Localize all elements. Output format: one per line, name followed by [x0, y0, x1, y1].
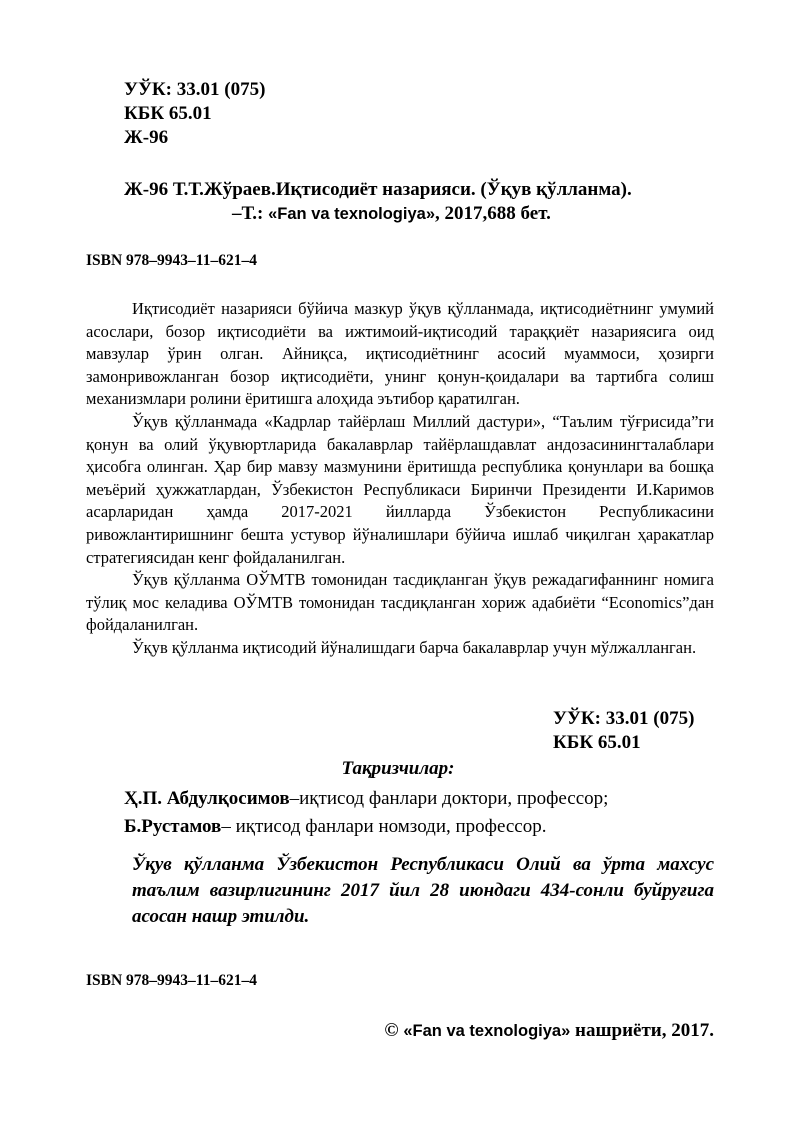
title-place: –Т.: — [232, 203, 269, 224]
reviewer-name: Б.Рустамов — [124, 816, 222, 837]
reviewer-item — [124, 785, 608, 813]
kbk-code: КБК 65.01 — [124, 103, 212, 124]
udk-code-2: УЎК: 33.01 (075) — [553, 708, 695, 729]
catalog-header — [124, 78, 265, 150]
annotation-paragraph: Ўқув қўлланма ОЎМТВ томонидан тасдиқланган ўқув режадагифаннинг номига тўлиқ мос келадива ОЎМТВ томонидан тасдиқланган хориж адабиёти “Economics”дан фойдаланилган. — [86, 570, 714, 635]
title-publisher: «Fan va texnologiya» — [268, 205, 436, 223]
annotation-paragraph: Ўқув қўлланма иқтисодий йўналишдаги барча бакалаврлар учун мўлжалланган. — [132, 637, 697, 657]
bibliographic-title — [124, 178, 724, 226]
reviewers-list — [124, 785, 608, 841]
reviewer-desc: – иқтисод фанлари номзоди, профессор. — [221, 816, 547, 837]
annotation-paragraph: Иқтисодиёт назарияси бўйича мазкур ўқув қўлланмада, иқтисодиётнинг умумий асослари, бозор иқтисодиёти ва ижтимоий-иқтисодий тараққиёт назариясига оид мавзулар ўрин олган. Айниқса, иқтисодиётнинг асосий муаммоси, ҳозирги замонривожланган бозор иқтисодиёти, унинг қонун-қоидалари ва тартибга солиш механизмлари ролини ёритишга алоҳида эътибор қаратилган. — [86, 299, 714, 409]
title-year-pages: , 2017,688 бет. — [435, 203, 551, 224]
approval-text: Ўқув қўлланма Ўзбекистон Республикаси Олий ва ўрта махсус таълим вазирлигининг 2017 йил 28 июндаги 434-сонли буйруғига асосан нашр этилди. — [132, 854, 714, 927]
author-code: Ж-96 — [124, 127, 169, 148]
copyright-publisher: «Fan va texnologiya» — [403, 1022, 571, 1040]
annotation-paragraph: Ўқув қўлланмада «Кадрлар тайёрлаш Миллий дастури», “Таълим тўғрисида”ги қонун ва олий ўқувюртларида бакалаврлар тайёрлашдавлат андозасинингталаблари ҳисобга олинган. Ҳар бир мавзу мазмунини ёритишда республика қонунлари ва бошқа меъёрий ҳужжатлардан, Ўзбекистон Республикаси Биринчи Президенти И.Каримов асарларидан ҳамда 2017-2021 йилларда Ўзбекистон Республикасини ривожлантиришнинг бешта устувор йўналишлари бўйича ишлаб чиқилган ҳаракатлар стратегиясидан кенг фойдаланилган. — [86, 411, 714, 567]
udk-code: УЎК: 33.01 (075) — [124, 79, 266, 100]
approval-statement — [132, 852, 714, 930]
kbk-code-2: КБК 65.01 — [553, 732, 641, 753]
reviewer-name: Ҳ.П. Абдулқосимов — [124, 788, 290, 809]
classification-block — [553, 707, 694, 755]
reviewer-item — [124, 813, 608, 841]
title-line-2 — [124, 202, 724, 226]
isbn-top: ISBN 978–9943–11–621–4 — [86, 252, 257, 269]
title-line-1: Ж-96 Т.Т.Жўраев.Иқтисодиёт назарияси. (Ўқув қўлланма). — [124, 179, 632, 200]
copyright-line — [384, 1020, 714, 1042]
isbn-bottom: ISBN 978–9943–11–621–4 — [86, 972, 257, 989]
annotation-text — [86, 298, 714, 660]
copyright-symbol: © — [384, 1020, 404, 1041]
copyright-year: нашриёти, 2017. — [570, 1020, 714, 1041]
reviewers-heading-text: Тақризчилар: — [341, 758, 455, 779]
reviewer-desc: –иқтисод фанлари доктори, профессор; — [289, 788, 609, 809]
reviewers-heading — [0, 758, 800, 780]
